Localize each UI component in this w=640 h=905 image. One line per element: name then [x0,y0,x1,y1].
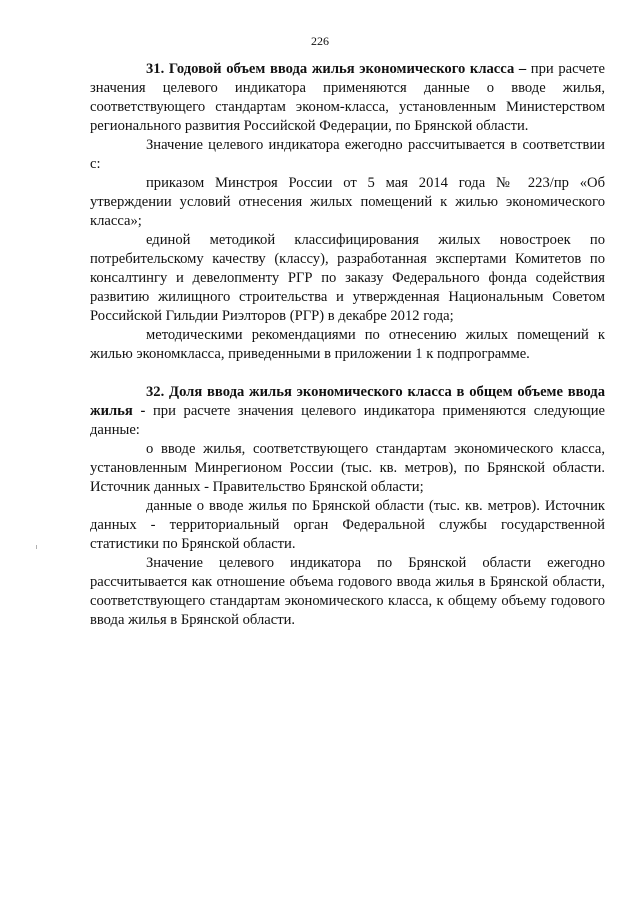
margin-mark [36,545,37,549]
section-32-item-2: данные о вводе жилья по Брянской области (тыс. кв. метров). Источник данных - территориальный орган Федеральной службы государственной статистики по Брянской области. [90,498,605,552]
section-31-item-3: методическими рекомендациями по отнесению жилых помещений к жилью экономкласса, приведенными в приложении 1 к подпрограмме. [90,327,605,362]
section-32-paragraph [90,383,605,440]
section-31-item-2: единой методикой классифицирования жилых новостроек по потребительскому качеству (классу), разработанная экспертами Комитетов по консалтингу и девелопменту РГР по заказу Федерального фонда содействия развитию жилищного строительства и утвержденная Национальным Советом Российской Гильдии Риэлторов (РГР) в декабре 2012 года; [90,232,605,324]
section-32-item-1: о вводе жилья, соответствующего стандартам экономического класса, установленным Минрегионом России (тыс. кв. метров), по Брянской области. Источник данных - Правительство Брянской области; [90,441,605,495]
section-31-calc-intro: Значение целевого индикатора ежегодно рассчитывается в соответствии с: [90,137,605,172]
section-31-paragraph [90,60,605,136]
section-31-intro: при расчете значения целевого индикатора применяются данные о вводе жилья, соответствующего стандартам эконом-класса, установленным Министерством регионального развития Российской Федерации, по Брянской области. [90,61,605,134]
section-32-heading: 32. Доля ввода жилья экономического класса в общем объеме ввода жилья - [90,384,605,419]
section-31-heading: 31. Годовой объем ввода жилья экономического класса – [146,61,527,77]
document-body [90,60,605,630]
section-32-intro: при расчете значения целевого индикатора применяются следующие данные: [90,403,605,438]
section-32-calc: Значение целевого индикатора по Брянской области ежегодно рассчитывается как отношение объема годового ввода жилья в Брянской области, соответствующего стандартам экономического класса, к общему объему годового ввода жилья в Брянской области. [90,555,605,628]
page-number: 226 [311,34,329,48]
section-31-item-1: приказом Минстроя России от 5 мая 2014 года № 223/пр «Об утверждении условий отнесения жилых помещений к жилью экономического класса»; [90,175,605,229]
